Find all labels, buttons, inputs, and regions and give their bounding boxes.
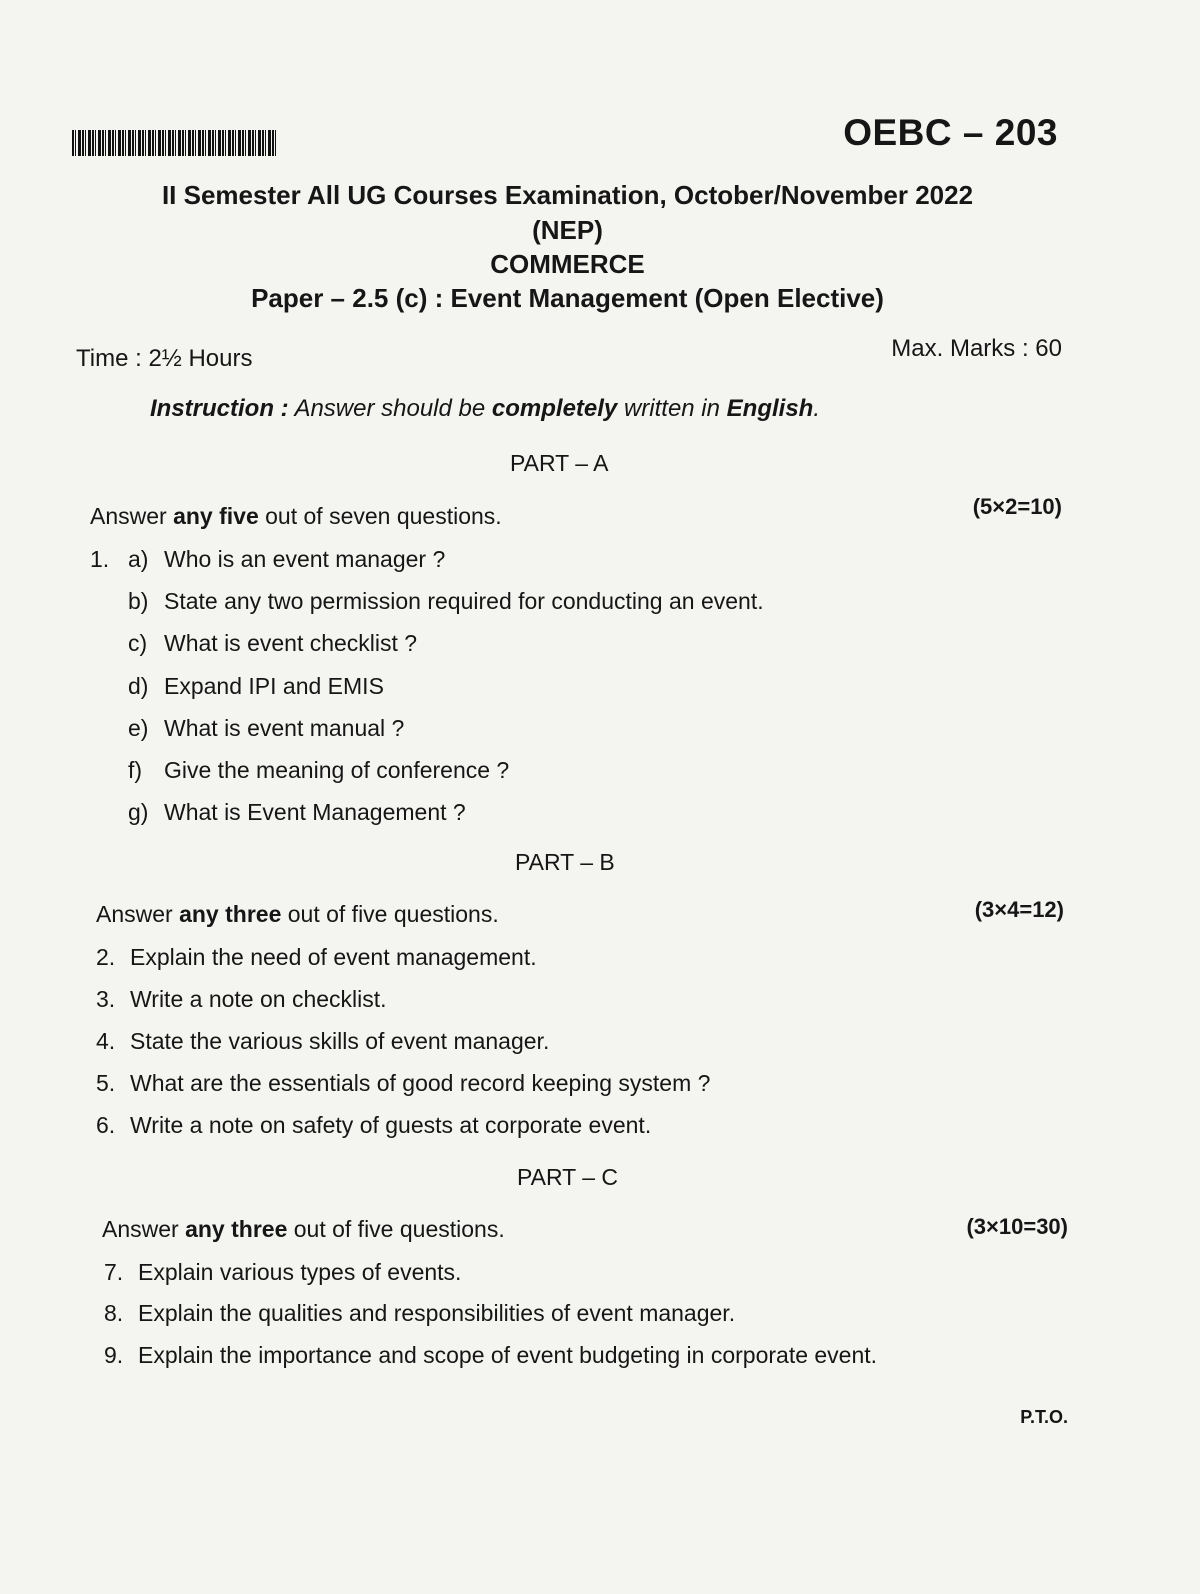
question-number: 2. xyxy=(96,944,116,970)
question-label: e) xyxy=(128,715,149,741)
part-a-prompt-bold: any five xyxy=(173,503,259,529)
question-1f xyxy=(128,757,509,784)
instruction-end: . xyxy=(813,395,821,422)
question-5 xyxy=(96,1070,710,1097)
question-text: Give the meaning of conference ? xyxy=(164,757,510,783)
question-1b xyxy=(128,588,764,615)
paper-title: Paper – 2.5 (c) : Event Management (Open Elective) xyxy=(251,283,884,313)
part-a-title: PART – A xyxy=(510,450,609,476)
question-text: Explain the qualities and responsibilities of event manager. xyxy=(138,1300,736,1326)
part-b-marks: (3×4=12) xyxy=(974,897,1064,922)
question-4 xyxy=(96,1028,549,1055)
question-text: Explain the importance and scope of event budgeting in corporate event. xyxy=(138,1342,878,1368)
question-text: Explain various types of events. xyxy=(138,1259,462,1285)
question-8 xyxy=(104,1300,735,1327)
part-a-prompt-post: out of seven questions. xyxy=(265,503,502,529)
question-text: State any two permission required for conducting an event. xyxy=(164,588,764,614)
instruction-text-1: Answer should be xyxy=(294,395,486,422)
part-c-prompt-pre: Answer xyxy=(102,1216,179,1242)
question-1e xyxy=(128,715,404,742)
question-1-number: 1. xyxy=(90,546,110,572)
question-label: b) xyxy=(128,588,149,614)
instruction-bold-1: completely xyxy=(491,395,618,422)
instruction-bold-2: English xyxy=(726,395,814,422)
question-1d xyxy=(128,673,384,700)
question-7 xyxy=(104,1259,461,1286)
question-text: Who is an event manager ? xyxy=(164,546,446,572)
question-number: 8. xyxy=(104,1300,124,1326)
question-number: 5. xyxy=(96,1070,116,1096)
part-b-prompt-post: out of five questions. xyxy=(287,901,499,927)
exam-title: II Semester All UG Courses Examination, October/November 2022 xyxy=(161,180,974,210)
part-a-prompt-pre: Answer xyxy=(90,503,167,529)
question-text: Write a note on checklist. xyxy=(130,986,387,1012)
paper-code: OEBC – 203 xyxy=(843,112,1058,153)
question-1g xyxy=(128,799,466,826)
question-label: f) xyxy=(128,757,143,783)
question-number: 3. xyxy=(96,986,116,1012)
question-3 xyxy=(96,986,387,1013)
question-label: d) xyxy=(128,673,149,699)
max-marks: Max. Marks : 60 xyxy=(891,335,1062,362)
part-b-prompt-bold: any three xyxy=(179,901,282,927)
part-a-marks: (5×2=10) xyxy=(972,494,1062,519)
question-label: c) xyxy=(128,630,148,656)
instruction xyxy=(150,395,820,423)
instruction-text-2: written in xyxy=(623,395,720,422)
question-9 xyxy=(104,1342,877,1369)
question-text: What is event manual ? xyxy=(164,715,405,741)
part-b-title: PART – B xyxy=(515,849,615,875)
part-a-prompt xyxy=(90,503,502,530)
question-1a xyxy=(128,546,445,573)
question-number: 4. xyxy=(96,1028,116,1054)
question-text: Expand IPI and EMIS xyxy=(164,673,384,699)
question-1c xyxy=(128,630,417,657)
part-c-prompt-post: out of five questions. xyxy=(293,1216,505,1242)
part-c-marks: (3×10=30) xyxy=(966,1214,1068,1239)
part-c-prompt-bold: any three xyxy=(185,1216,288,1242)
subject-label: COMMERCE xyxy=(490,249,645,279)
part-c-prompt xyxy=(102,1216,505,1243)
barcode-graphic xyxy=(72,130,277,156)
question-text: Explain the need of event management. xyxy=(130,944,537,970)
question-text: What is Event Management ? xyxy=(164,799,466,825)
question-number: 7. xyxy=(104,1259,124,1285)
time-allowed: Time : 2½ Hours xyxy=(76,345,253,372)
question-number: 6. xyxy=(96,1112,116,1138)
part-b-prompt xyxy=(96,901,499,928)
question-2 xyxy=(96,944,537,971)
scheme-label: (NEP) xyxy=(532,215,603,245)
question-label: g) xyxy=(128,799,149,825)
question-text: State the various skills of event manager. xyxy=(130,1028,550,1054)
question-text: What is event checklist ? xyxy=(164,630,418,656)
part-b-prompt-pre: Answer xyxy=(96,901,173,927)
question-number: 9. xyxy=(104,1342,124,1368)
question-text: What are the essentials of good record keeping system ? xyxy=(130,1070,711,1096)
question-6 xyxy=(96,1112,651,1139)
question-label: a) xyxy=(128,546,149,572)
question-text: Write a note on safety of guests at corporate event. xyxy=(130,1112,652,1138)
pto-label: P.T.O. xyxy=(1020,1407,1068,1427)
part-c-title: PART – C xyxy=(517,1164,618,1190)
instruction-label: Instruction : xyxy=(150,395,289,422)
